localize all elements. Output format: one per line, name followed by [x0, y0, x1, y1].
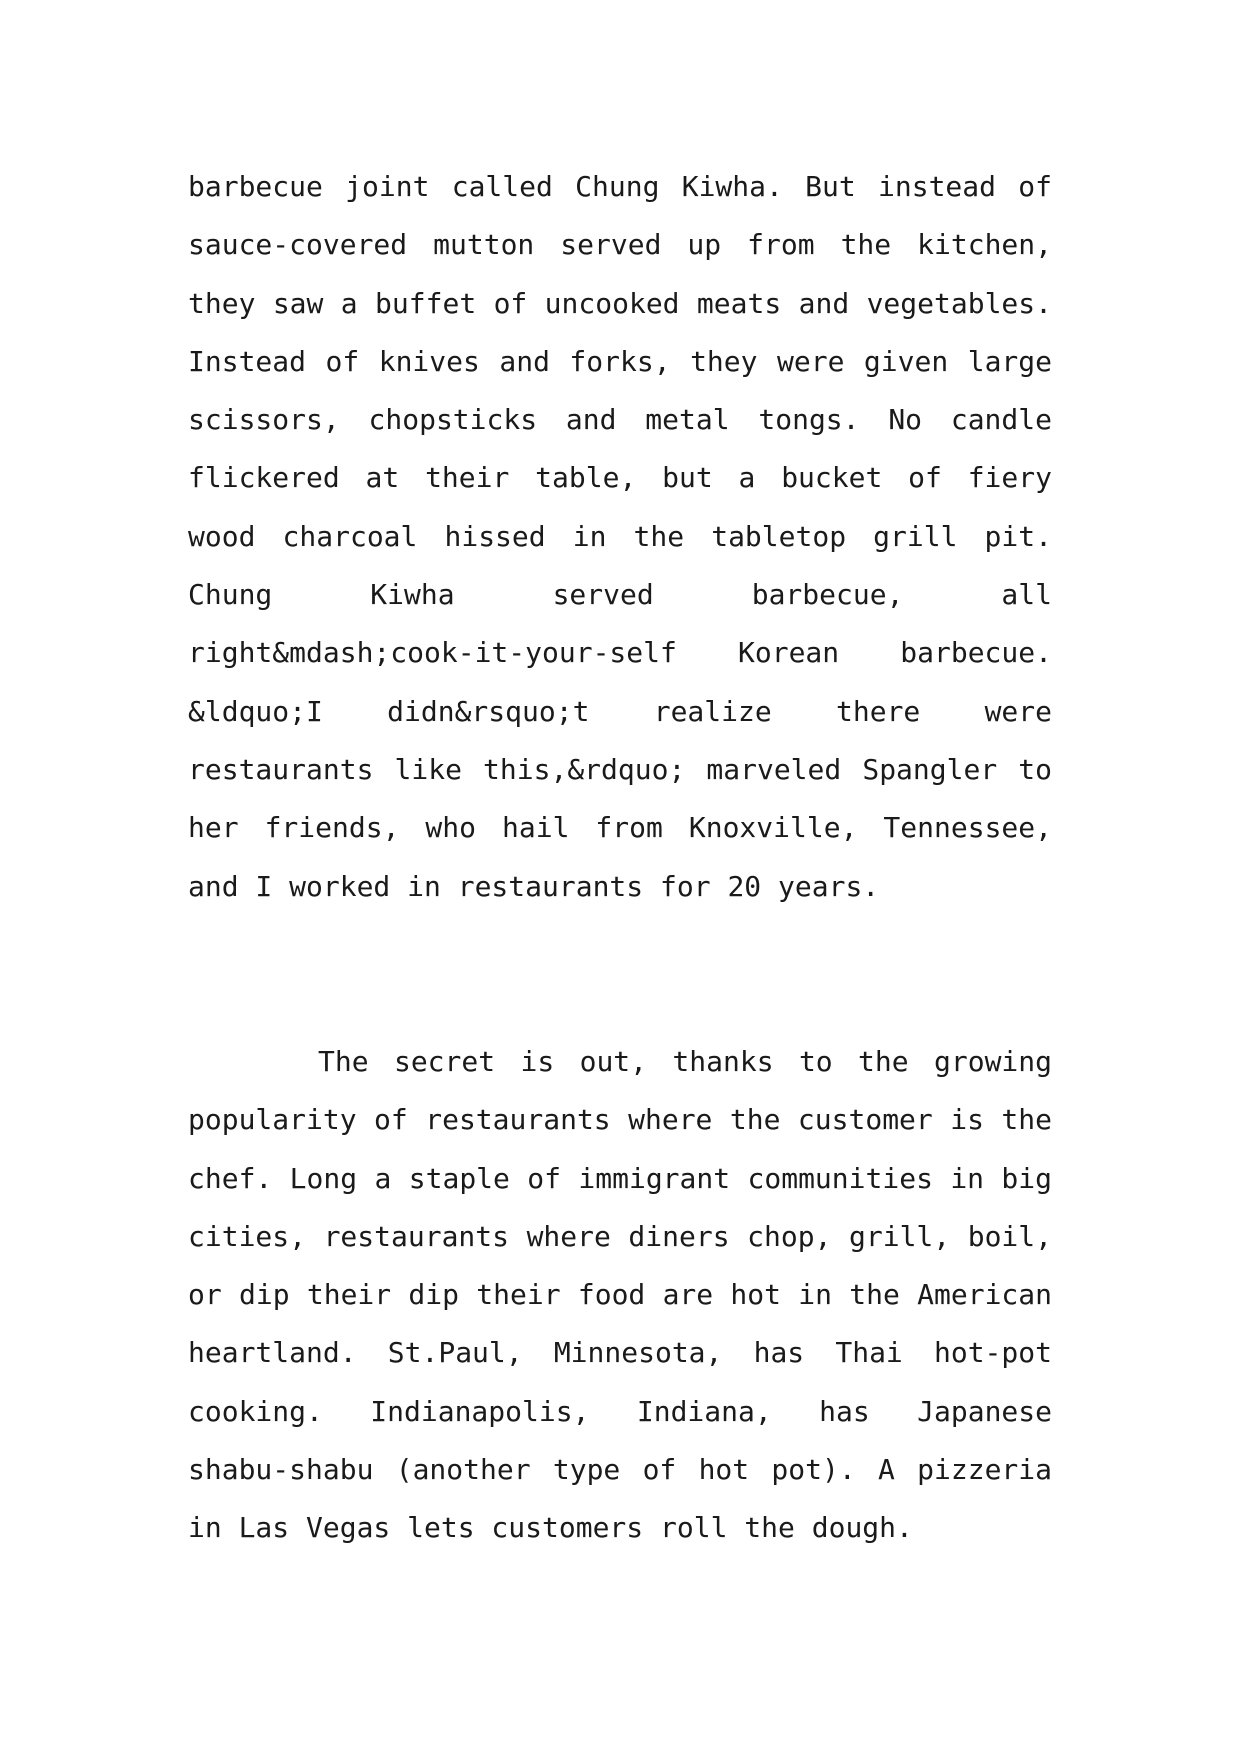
text-line: The secret is out, thanks to the growing	[318, 1045, 1052, 1078]
text-line: and I worked in restaurants for 20 years.	[188, 869, 880, 903]
text-line: restaurants like this,&rdquo; marveled Spangler to	[188, 752, 1052, 786]
text-line: in Las Vegas lets customers roll the dough.	[188, 1511, 913, 1545]
text-line: scissors, chopsticks and metal tongs. No candle	[188, 403, 1052, 437]
text-line: sauce-covered mutton served up from the kitchen,	[188, 228, 1052, 262]
text-line: right&mdash;cook-it-your-self Korean barbecue.	[188, 636, 1052, 670]
text-line: wood charcoal hissed in the tabletop grill pit.	[188, 519, 1052, 553]
text-line: chef. Long a staple of immigrant communities in big	[188, 1161, 1052, 1195]
text-line: heartland. St.Paul, Minnesota, has Thai hot-pot	[188, 1336, 1052, 1370]
text-line: cooking. Indianapolis, Indiana, has Japanese	[188, 1394, 1052, 1428]
text-line: shabu-shabu (another type of hot pot). A pizzeria	[188, 1453, 1052, 1487]
text-line: Chung Kiwha served barbecue, all	[188, 578, 1052, 612]
text-line: flickered at their table, but a bucket of fiery	[188, 461, 1052, 495]
text-line: Instead of knives and forks, they were given large	[188, 344, 1052, 378]
text-line: her friends, who hail from Knoxville, Tennessee,	[188, 811, 1052, 845]
text-line: barbecue joint called Chung Kiwha. But instead of	[188, 170, 1052, 203]
text-line: or dip their dip their food are hot in the American	[188, 1278, 1052, 1312]
text-line: &ldquo;I didn&rsquo;t realize there were	[188, 694, 1052, 728]
text-line: popularity of restaurants where the customer is the	[188, 1103, 1052, 1137]
text-line: cities, restaurants where diners chop, grill, boil,	[188, 1219, 1052, 1253]
paragraph-1	[188, 158, 1052, 916]
text-line: they saw a buffet of uncooked meats and vegetables.	[188, 286, 1052, 320]
paragraph-2	[188, 1033, 1052, 1558]
